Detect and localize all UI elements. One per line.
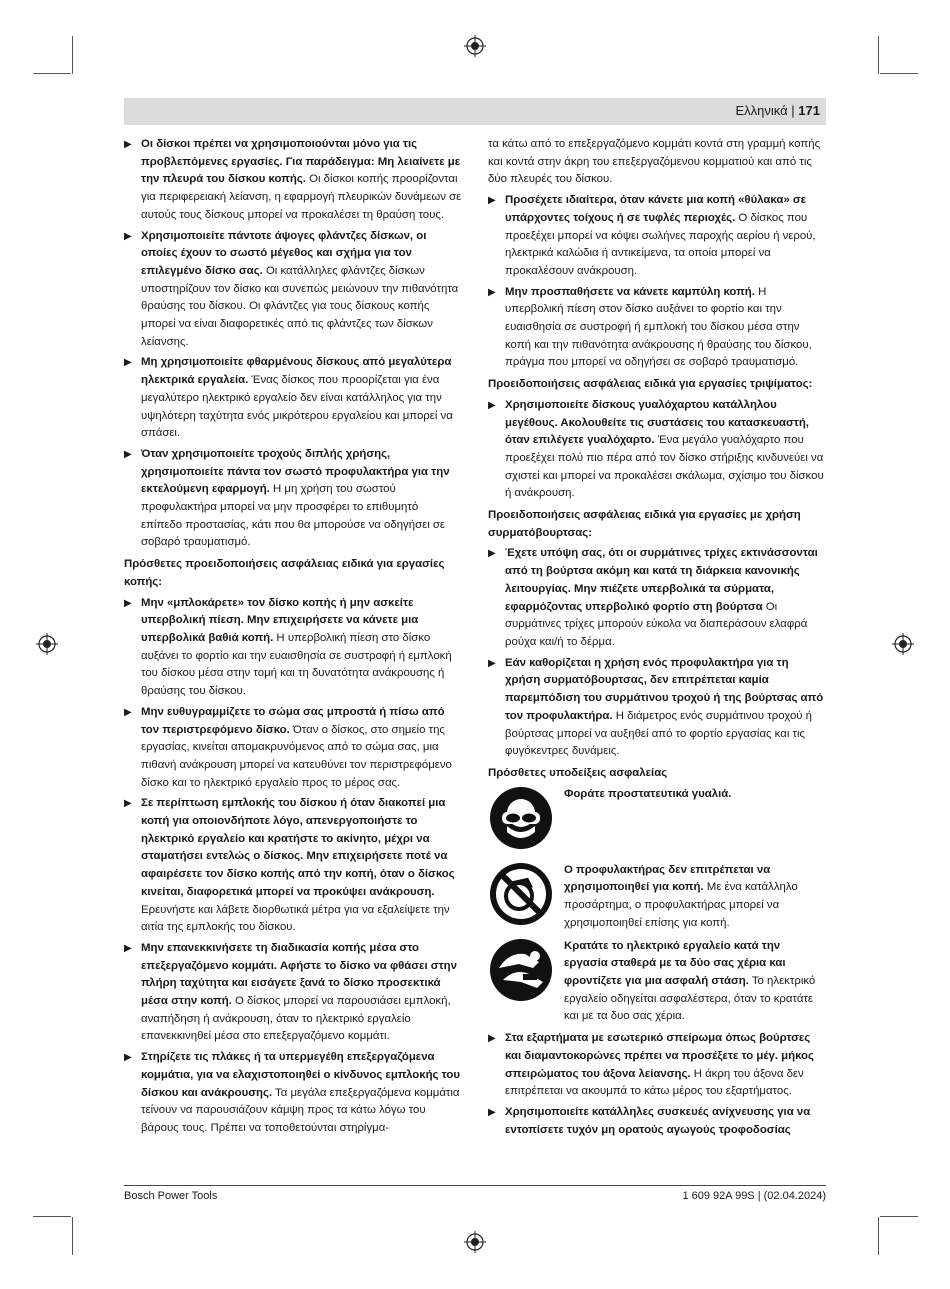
bullet-arrow-icon: ▶ (124, 706, 132, 718)
instruction-text: Ερευνήστε και λάβετε διορθωτικά μέτρα για να εξαλείψετε την αιτία της εμπλοκής του δίσκου. (141, 903, 450, 934)
safety-instruction (124, 354, 462, 443)
bullet-arrow-icon: ▶ (488, 286, 496, 298)
instruction-text: Ένα μεγάλο γυαλόχαρτο που προεξέχει πολύ πιο πέρα από τον δίσκο στήριξης κινδυνεύει να σχιστεί και μπορεί να προκαλέσει σκάλωμα, σχίσιμο του δίσκου ή ανάκρουση. (505, 434, 824, 500)
instruction-bold: Εάν καθορίζεται η χρήση ενός προφυλακτήρα για τη χρήση συρματόβουρτσας, δεν επιτρέπεται καμία παρεμπόδιση του συρμάτινου τροχού ή της βούρτσας από τον προφυλακτήρα. (505, 656, 824, 722)
safety-instruction (124, 704, 462, 793)
crop-mark (878, 1217, 879, 1255)
header-separator: | (791, 103, 795, 118)
footer-doc-number: 1 609 92A 99S | (02.04.2024) (682, 1190, 826, 1202)
instruction-bold: Έχετε υπόψη σας, ότι οι συρμάτινες τρίχες εκτινάσσονται από τη βούρτσα ακόμη και κατά τη διάρκεια κανονικής λειτουργίας. Μην πιέζετε υπερβολικά τα σύρματα, εφαρμόζοντας υπερβολικό φορτίο στη βούρτσα (505, 547, 818, 613)
bullet-arrow-icon: ▶ (488, 195, 496, 207)
continued-paragraph: τα κάτω από το επεξεργαζόμενο κομμάτι κοντά στη γραμμή κοπής και κοντά στην άκρη του επεξεργαζόμενου κομματιού και από τις δύο πλευρές του δίσκου. (488, 138, 821, 186)
symbol-instruction (488, 938, 826, 1027)
instruction-bold: Μην προσπαθήσετε να κάνετε καμπύλη κοπή. (505, 285, 755, 298)
instruction-bold: Στηρίζετε τις πλάκες ή τα υπερμεγέθη επεξεργαζόμενα κομμάτια, για να ελαχιστοποιηθεί ο κίνδυνος εμπλοκής του δίσκου και ανάκρουσης. (141, 1051, 460, 1099)
instruction-text: Οι κατάλληλες φλάντζες δίσκων υποστηρίζουν τον δίσκο και συνεπώς μειώνουν την πιθανότητα θραύσης του δίσκου. Οι φλάντζες για τους δίσκους κοπής μπορεί να είναι διαφορετικές από τις φλάντζες των δίσκων λείανσης. (141, 264, 459, 348)
instruction-bold: Προσέχετε ιδιαίτερα, όταν κάνετε μια κοπή «θύλακα» σε υπάρχοντες τοίχους ή σε τυφλές περιοχές. (505, 194, 807, 224)
no-guard-prohibited-icon (489, 862, 553, 926)
section-heading: Προειδοποιήσεις ασφάλειας ειδικά για εργασίες τριψίματος: (488, 378, 813, 391)
instruction-bold: Στα εξαρτήματα με εσωτερικό σπείρωμα όπως βούρτσες και διαμαντοκορώνες πρέπει να προσέξετε το μέγ. μήκος σπειρώματος του άξονα λείανσης. (505, 1032, 814, 1080)
instruction-bold: Οι δίσκοι πρέπει να χρησιμοποιούνται μόνο για τις προβλεπόμενες εργασίες. Για παράδειγμα: Μη λειαίνετε με την πλευρά του δίσκου κοπής. (141, 138, 461, 186)
instruction-text: Οι συρμάτινες τρίχες μπορούν εύκολα να διαπεράσουν ελαφρά ρούχα και/ή το δέρμα. (505, 600, 808, 648)
crop-mark (880, 73, 918, 74)
safety-instruction (488, 655, 826, 761)
instruction-bold: Σε περίπτωση εμπλοκής του δίσκου ή όταν διακοπεί μια κοπή για οποιονδήποτε λόγο, απενεργοποιήστε το ηλεκτρικό εργαλείο και κρατήστε το ακίνητο, μέχρι να σταματήσει εντελώς ο δίσκος. Μην επιχειρήσετε ποτέ να αφαιρέσετε τον δίσκο κοπής από την κοπή, όταν ο δίσκος κινείται, διαφορετικά μπορεί να προκύψει ανάκρουση. (141, 797, 455, 898)
bullet-arrow-icon: ▶ (124, 357, 132, 369)
crop-mark (880, 1216, 918, 1217)
instruction-text: Ο δίσκος μπορεί να παρουσιάσει εμπλοκή, αναπήδηση ή ανάκρουση, όταν το ηλεκτρικό εργαλείο επανεκκινηθεί μέσα στο επεξεργαζόμενο κομμάτι. (141, 995, 451, 1043)
safety-instruction (488, 1030, 826, 1101)
instruction-bold: Μην επανεκκινήσετε τη διαδικασία κοπής μέσα στο επεξεργαζόμενο κομμάτι. Αφήστε το δίσκο να φθάσει στην πλήρη ταχύτητα και εισάγετε ξανά το δίσκο προσεκτικά μέσα στην κοπή. (141, 941, 457, 1008)
safety-instruction (124, 795, 462, 937)
symbol-instruction (488, 862, 826, 934)
symbol-instruction (488, 786, 826, 858)
bullet-arrow-icon: ▶ (488, 1106, 496, 1118)
right-column (488, 136, 826, 1142)
footer-brand: Bosch Power Tools (124, 1190, 218, 1202)
header-text (736, 103, 821, 118)
instruction-bold: Χρησιμοποιείτε κατάλληλες συσκευές ανίχνευσης για να εντοπίσετε τυχόν μη ορατούς αγωγούς τροφοδοσίας (505, 1105, 811, 1136)
instruction-text: Η μη χρήση του σωστού προφυλακτήρα μπορεί να μην προσφέρει το επιθυμητό επίπεδο προστασίας, κάτι που θα μπορούσε να οδηγήσει σε σοβαρό τραυματισμό. (141, 483, 445, 549)
instruction-text: Τα μεγάλα επεξεργαζόμενα κομμάτια τείνουν να παρουσιάζουν κάμψη προς τα κάτω λόγω του βάρους τους. Πρέπει να τοποθετούνται στηρίγμα- (141, 1086, 460, 1134)
instruction-bold: Μην «μπλοκάρετε» τον δίσκο κοπής ή μην ασκείτε υπερβολική πίεση. Μην επιχειρήσετε να κάνετε μια υπερβολικά βαθιά κοπή. (141, 596, 419, 644)
section-heading: Πρόσθετες υποδείξεις ασφαλείας (488, 766, 668, 779)
section-heading: Προειδοποιήσεις ασφάλειας ειδικά για εργασίες με χρήση συρματόβουρτσας: (488, 509, 801, 539)
bullet-arrow-icon: ▶ (124, 798, 132, 810)
safety-instruction (124, 136, 462, 225)
crop-mark (33, 73, 71, 74)
safety-instruction (488, 1104, 826, 1139)
bullet-arrow-icon: ▶ (124, 448, 132, 460)
instruction-text: Με ένα κατάλληλο προσάρτημα, ο προφυλακτήρας μπορεί να χρησιμοποιηθεί επίσης για κοπή. (564, 881, 798, 929)
safety-instruction (488, 545, 826, 651)
page-header (124, 98, 826, 125)
footer-rule (124, 1185, 826, 1186)
bullet-arrow-icon: ▶ (124, 139, 132, 150)
two-hand-grip-icon (489, 938, 553, 1002)
registration-mark-icon (464, 1231, 486, 1253)
instruction-text: Ο δίσκος που προεξέχει μπορεί να κόψει σωλήνες παροχής αερίου ή νερού, ηλεκτρικά καλώδια ή αντικείμενα, τα οποία μπορεί να προκαλέσουν ανάκρουση. (505, 211, 816, 277)
instruction-bold: Κρατάτε το ηλεκτρικό εργαλείο κατά την εργασία σταθερά με τα δύο σας χέρια και φροντίζετε για μια ασφαλή στάση. (564, 939, 786, 988)
instruction-bold: Χρησιμοποιείτε πάντοτε άψογες φλάντζες δίσκων, οι οποίες έχουν το σωστό μέγεθος και σχήμα για τον επιλεγμένο δίσκο σας. (141, 229, 427, 277)
crop-mark (72, 1217, 73, 1255)
bullet-arrow-icon: ▶ (488, 548, 496, 560)
instruction-bold: Φοράτε προστατευτικά γυαλιά. (564, 787, 732, 800)
instruction-text: Όταν ο δίσκος, στο σημείο της εργασίας, κινείται απομακρυνόμενος από το σώμα σας, μια πιθανή ανάκρουση μπορεί να κατευθύνει τον περιστρεφόμενο δίσκο και το ηλεκτρικό εργαλείο προς το μέρος σας. (141, 723, 452, 789)
crop-mark (878, 36, 879, 74)
instruction-text: Ένας δίσκος που προορίζεται για ένα μεγαλύτερο ηλεκτρικό εργαλείο δεν είναι κατάλληλος για την υψηλότερη ταχύτητα ενός μικρότερου εργαλείου και μπορεί να σπάσει. (141, 374, 453, 440)
bullet-arrow-icon: ▶ (124, 597, 132, 609)
safety-instruction (488, 192, 826, 281)
bullet-arrow-icon: ▶ (488, 657, 496, 669)
bullet-arrow-icon: ▶ (124, 230, 132, 242)
instruction-bold: Όταν χρησιμοποιείτε τροχούς διπλής χρήσης, χρησιμοποιείτε πάντα τον σωστό προφυλακτήρα για την εκτελούμενη εφαρμογή. (141, 447, 450, 496)
instruction-text: Η υπερβολική πίεση στον δίσκο αυξάνει το φορτίο και την ευαισθησία σε συστροφή ή εμπλοκή του δίσκου μέσα στην κοπή και την πιθανότητα ανάκρουσης ή θραύσης του δίσκου, πράγμα που μπορεί να οδηγήσει σε σοβαρό τραυματισμό. (505, 285, 812, 369)
bullet-arrow-icon: ▶ (488, 399, 496, 411)
instruction-text: Η διάμετρος ενός συρμάτινου τροχού ή βούρτσας μπορεί να αυξηθεί από το φορτίο εργασίας και τις φυγόκεντρες δυνάμεις. (505, 709, 813, 758)
safety-instruction (124, 940, 462, 1046)
bullet-arrow-icon: ▶ (488, 1033, 496, 1045)
safety-instruction (124, 446, 462, 552)
instruction-bold: Ο προφυλακτήρας δεν επιτρέπεται να χρησιμοποιηθεί για κοπή. (564, 863, 771, 894)
symbol-text (564, 938, 826, 1027)
instruction-bold: Μην ευθυγραμμίζετε το σώμα σας μπροστά ή πίσω από τον περιστρεφόμενο δίσκο. (141, 705, 445, 736)
safety-instruction (124, 595, 462, 701)
bullet-arrow-icon: ▶ (124, 1052, 132, 1064)
safety-instruction (488, 284, 826, 373)
crop-mark (72, 36, 73, 74)
safety-instruction (124, 228, 462, 352)
symbol-text (564, 862, 826, 933)
registration-mark-icon (464, 35, 486, 57)
instruction-text: Η υπερβολική πίεση στο δίσκο αυξάνει το φορτίο και την ευαισθησία σε συστροφή ή εμπλοκή του δίσκου μέσα στην τομή και τη δυνατότητα ανάκρουσης ή θραύσης του δίσκου. (141, 631, 452, 698)
symbol-text (564, 786, 826, 804)
registration-mark-icon (892, 633, 914, 655)
header-language: Ελληνικά (735, 103, 788, 118)
safety-instruction (488, 397, 826, 503)
left-column (124, 136, 462, 1141)
instruction-text: Οι δίσκοι κοπής προορίζονται για περιφερειακή λείανση, η εφαρμογή πλευρικών δυνάμεων σε αυτούς τους δίσκους μπορεί να προκαλέσει τη θραύση τους. (141, 173, 462, 221)
bullet-arrow-icon: ▶ (124, 942, 132, 954)
instruction-bold: Χρησιμοποιείτε δίσκους γυαλόχαρτου κατάλληλου μεγέθους. Ακολουθείτε τις συστάσεις του κατασκευαστή, όταν επιλέγετε γυαλόχαρτο. (505, 398, 809, 447)
safety-goggles-icon (489, 786, 553, 850)
crop-mark (33, 1216, 71, 1217)
registration-mark-icon (36, 633, 58, 655)
section-heading: Πρόσθετες προειδοποιήσεις ασφάλειας ειδικά για εργασίες κοπής: (124, 558, 445, 588)
instruction-bold: Μη χρησιμοποιείτε φθαρμένους δίσκους από μεγαλύτερα ηλεκτρικά εργαλεία. (141, 356, 452, 387)
safety-instruction (124, 1049, 462, 1138)
instruction-text: Η άκρη του άξονα δεν επιτρέπεται να ακουμπά το κάτω μέρος του εξαρτήματος. (505, 1067, 804, 1098)
instruction-text: Το ηλεκτρικό εργαλείο οδηγείται ασφαλέστερα, όταν το κρατάτε και με τα δυο σας χέρια. (564, 975, 816, 1023)
page-number: 171 (798, 103, 820, 118)
